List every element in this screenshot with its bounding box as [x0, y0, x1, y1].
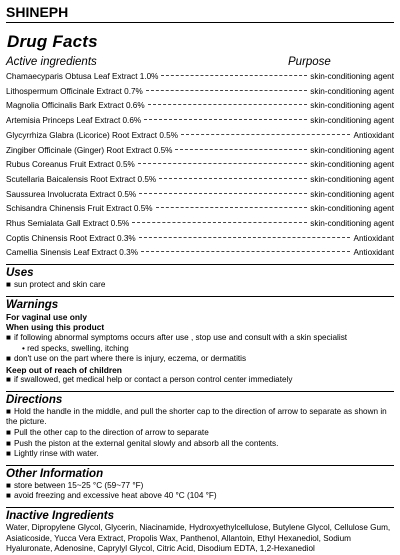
warnings-sub-item: • red specks, swelling, itching — [22, 343, 129, 353]
active-ingredient-purpose: skin-conditioning agent — [310, 160, 394, 170]
dashed-leader — [139, 183, 307, 194]
drug-facts-label — [6, 4, 394, 555]
active-ingredient-purpose: Antioxidant — [353, 248, 394, 258]
uses-text: sun protect and skin care — [13, 280, 106, 290]
directions-heading: Directions — [6, 391, 394, 407]
drug-facts-title: Drug Facts — [7, 32, 98, 51]
dashed-leader — [141, 241, 351, 252]
dashed-leader — [146, 80, 307, 91]
inactive-ingredients-text: Water, Dipropylene Glycol, Glycerin, Niacinamide, Hydroxyethylcellulose, Butylene Glycol, Cellulose Gum, Asiaticoside, Yucca Vera Extract, Propolis Wax, Panthenol, Allantoin, Ethyl Hexanediol, Sodium Hyaluronate, Adenosine, Caprylyl Glycol, Citric Acid, Disodium EDTA, 1,2-Hexanediol — [6, 523, 391, 554]
dashed-leader — [159, 168, 307, 179]
other-information-heading: Other Information — [6, 465, 394, 481]
active-ingredient-name: Lithospermum Officinale Extract 0.7% — [6, 86, 143, 96]
active-ingredient-name: Chamaecyparis Obtusa Leaf Extract 1.0% — [6, 72, 159, 81]
bullet-square-icon: ■ — [6, 406, 11, 416]
active-ingredient-purpose: skin-conditioning agent — [310, 204, 394, 214]
bullet-square-icon: ■ — [6, 491, 11, 501]
active-ingredient-purpose: Antioxidant — [353, 233, 394, 243]
uses-item — [6, 280, 394, 291]
bullet-square-icon: ■ — [6, 480, 11, 490]
active-ingredients-list — [6, 68, 394, 259]
bullet-square-icon: ■ — [6, 375, 11, 385]
active-ingredient-purpose: skin-conditioning agent — [310, 86, 394, 96]
bullet-square-icon: ■ — [6, 332, 11, 342]
active-ingredient-name: Coptis Chinensis Root Extract 0.3% — [6, 233, 136, 243]
active-ingredient-purpose: Antioxidant — [353, 130, 394, 140]
other-info-item: ■ store between 15~25 °C (59~77 °F) — [6, 480, 144, 490]
active-ingredient-purpose: skin-conditioning agent — [310, 145, 394, 155]
active-ingredient-purpose: skin-conditioning agent — [310, 219, 394, 229]
warnings-item: ■ don't use on the part where there is injury, eczema, or dermatitis — [6, 354, 247, 364]
warnings-for-use: For vaginal use only — [6, 311, 87, 322]
active-ingredient-purpose: skin-conditioning agent — [310, 189, 394, 199]
active-ingredient-name: Saussurea Involucrata Extract 0.5% — [6, 189, 137, 199]
dashed-leader — [138, 153, 307, 164]
active-ingredient-name: Camellia Sinensis Leaf Extract 0.3% — [6, 248, 138, 258]
dashed-leader — [144, 109, 307, 120]
active-ingredient-name: Rubus Coreanus Fruit Extract 0.5% — [6, 160, 135, 170]
bullet-square-icon: ■ — [6, 438, 11, 448]
active-ingredient-name: Rhus Semialata Gall Extract 0.5% — [6, 219, 130, 229]
bullet-square-icon: ■ — [6, 428, 11, 438]
active-ingredient-purpose: skin-conditioning agent — [310, 116, 394, 126]
warnings-item: ■ if swallowed, get medical help or contact a person control center immediately — [6, 375, 293, 385]
warnings-heading: Warnings — [6, 296, 394, 312]
brand-name: SHINEPH — [6, 4, 394, 23]
dashed-leader — [132, 212, 307, 223]
dashed-leader — [139, 227, 351, 238]
dashed-leader — [161, 65, 307, 76]
directions-item: ■ Hold the handle in the middle, and pull the shorter cap to the direction of arrow to separate as shown in the picture. — [6, 406, 387, 427]
inactive-ingredients-heading: Inactive Ingredients — [6, 507, 394, 523]
warnings-keep-out: Keep out of reach of children — [6, 364, 122, 375]
purpose-heading: Purpose — [288, 56, 331, 68]
bullet-square-icon: ■ — [6, 449, 11, 459]
uses-heading: Uses — [6, 264, 394, 280]
other-info-item: ■ avoid freezing and excessive heat above 40 °C (104 °F) — [6, 491, 217, 501]
active-ingredient-name: Artemisia Princeps Leaf Extract 0.6% — [6, 116, 142, 126]
active-ingredients-heading: Active ingredients — [6, 56, 97, 68]
directions-item: ■ Pull the other cap to the direction of arrow to separate — [6, 428, 209, 438]
dashed-leader — [175, 139, 307, 150]
warnings-when-using: When using this product — [6, 322, 105, 333]
bullet-square-icon: ■ — [6, 354, 11, 364]
active-ingredient-name: Scutellaria Baicalensis Root Extract 0.5% — [6, 174, 157, 184]
active-ingredient-name: Schisandra Chinensis Fruit Extract 0.5% — [6, 204, 153, 214]
dashed-leader — [181, 124, 350, 135]
directions-item: ■ Push the piston at the external genital slowly and absorb all the contents. — [6, 438, 279, 448]
active-ingredient-name: Glycyrrhiza Glabra (Licorice) Root Extract 0.5% — [6, 130, 178, 140]
active-ingredient-row — [6, 244, 394, 259]
active-ingredient-purpose: skin-conditioning agent — [310, 101, 394, 111]
bullet-square-icon: ■ — [6, 280, 11, 290]
active-ingredient-name: Magnolia Officinalis Bark Extract 0.6% — [6, 101, 145, 111]
dashed-leader — [156, 197, 308, 208]
active-ingredient-purpose: skin-conditioning agent — [310, 72, 394, 81]
dashed-leader — [148, 94, 308, 105]
directions-item: ■ Lightly rinse with water. — [6, 449, 99, 459]
warnings-item: ■ if following abnormal symptoms occurs after use , stop use and consult with a skin specialist — [6, 332, 348, 342]
active-ingredient-name: Zingiber Officinale (Ginger) Root Extract 0.5% — [6, 145, 173, 155]
active-ingredient-purpose: skin-conditioning agent — [310, 174, 394, 184]
